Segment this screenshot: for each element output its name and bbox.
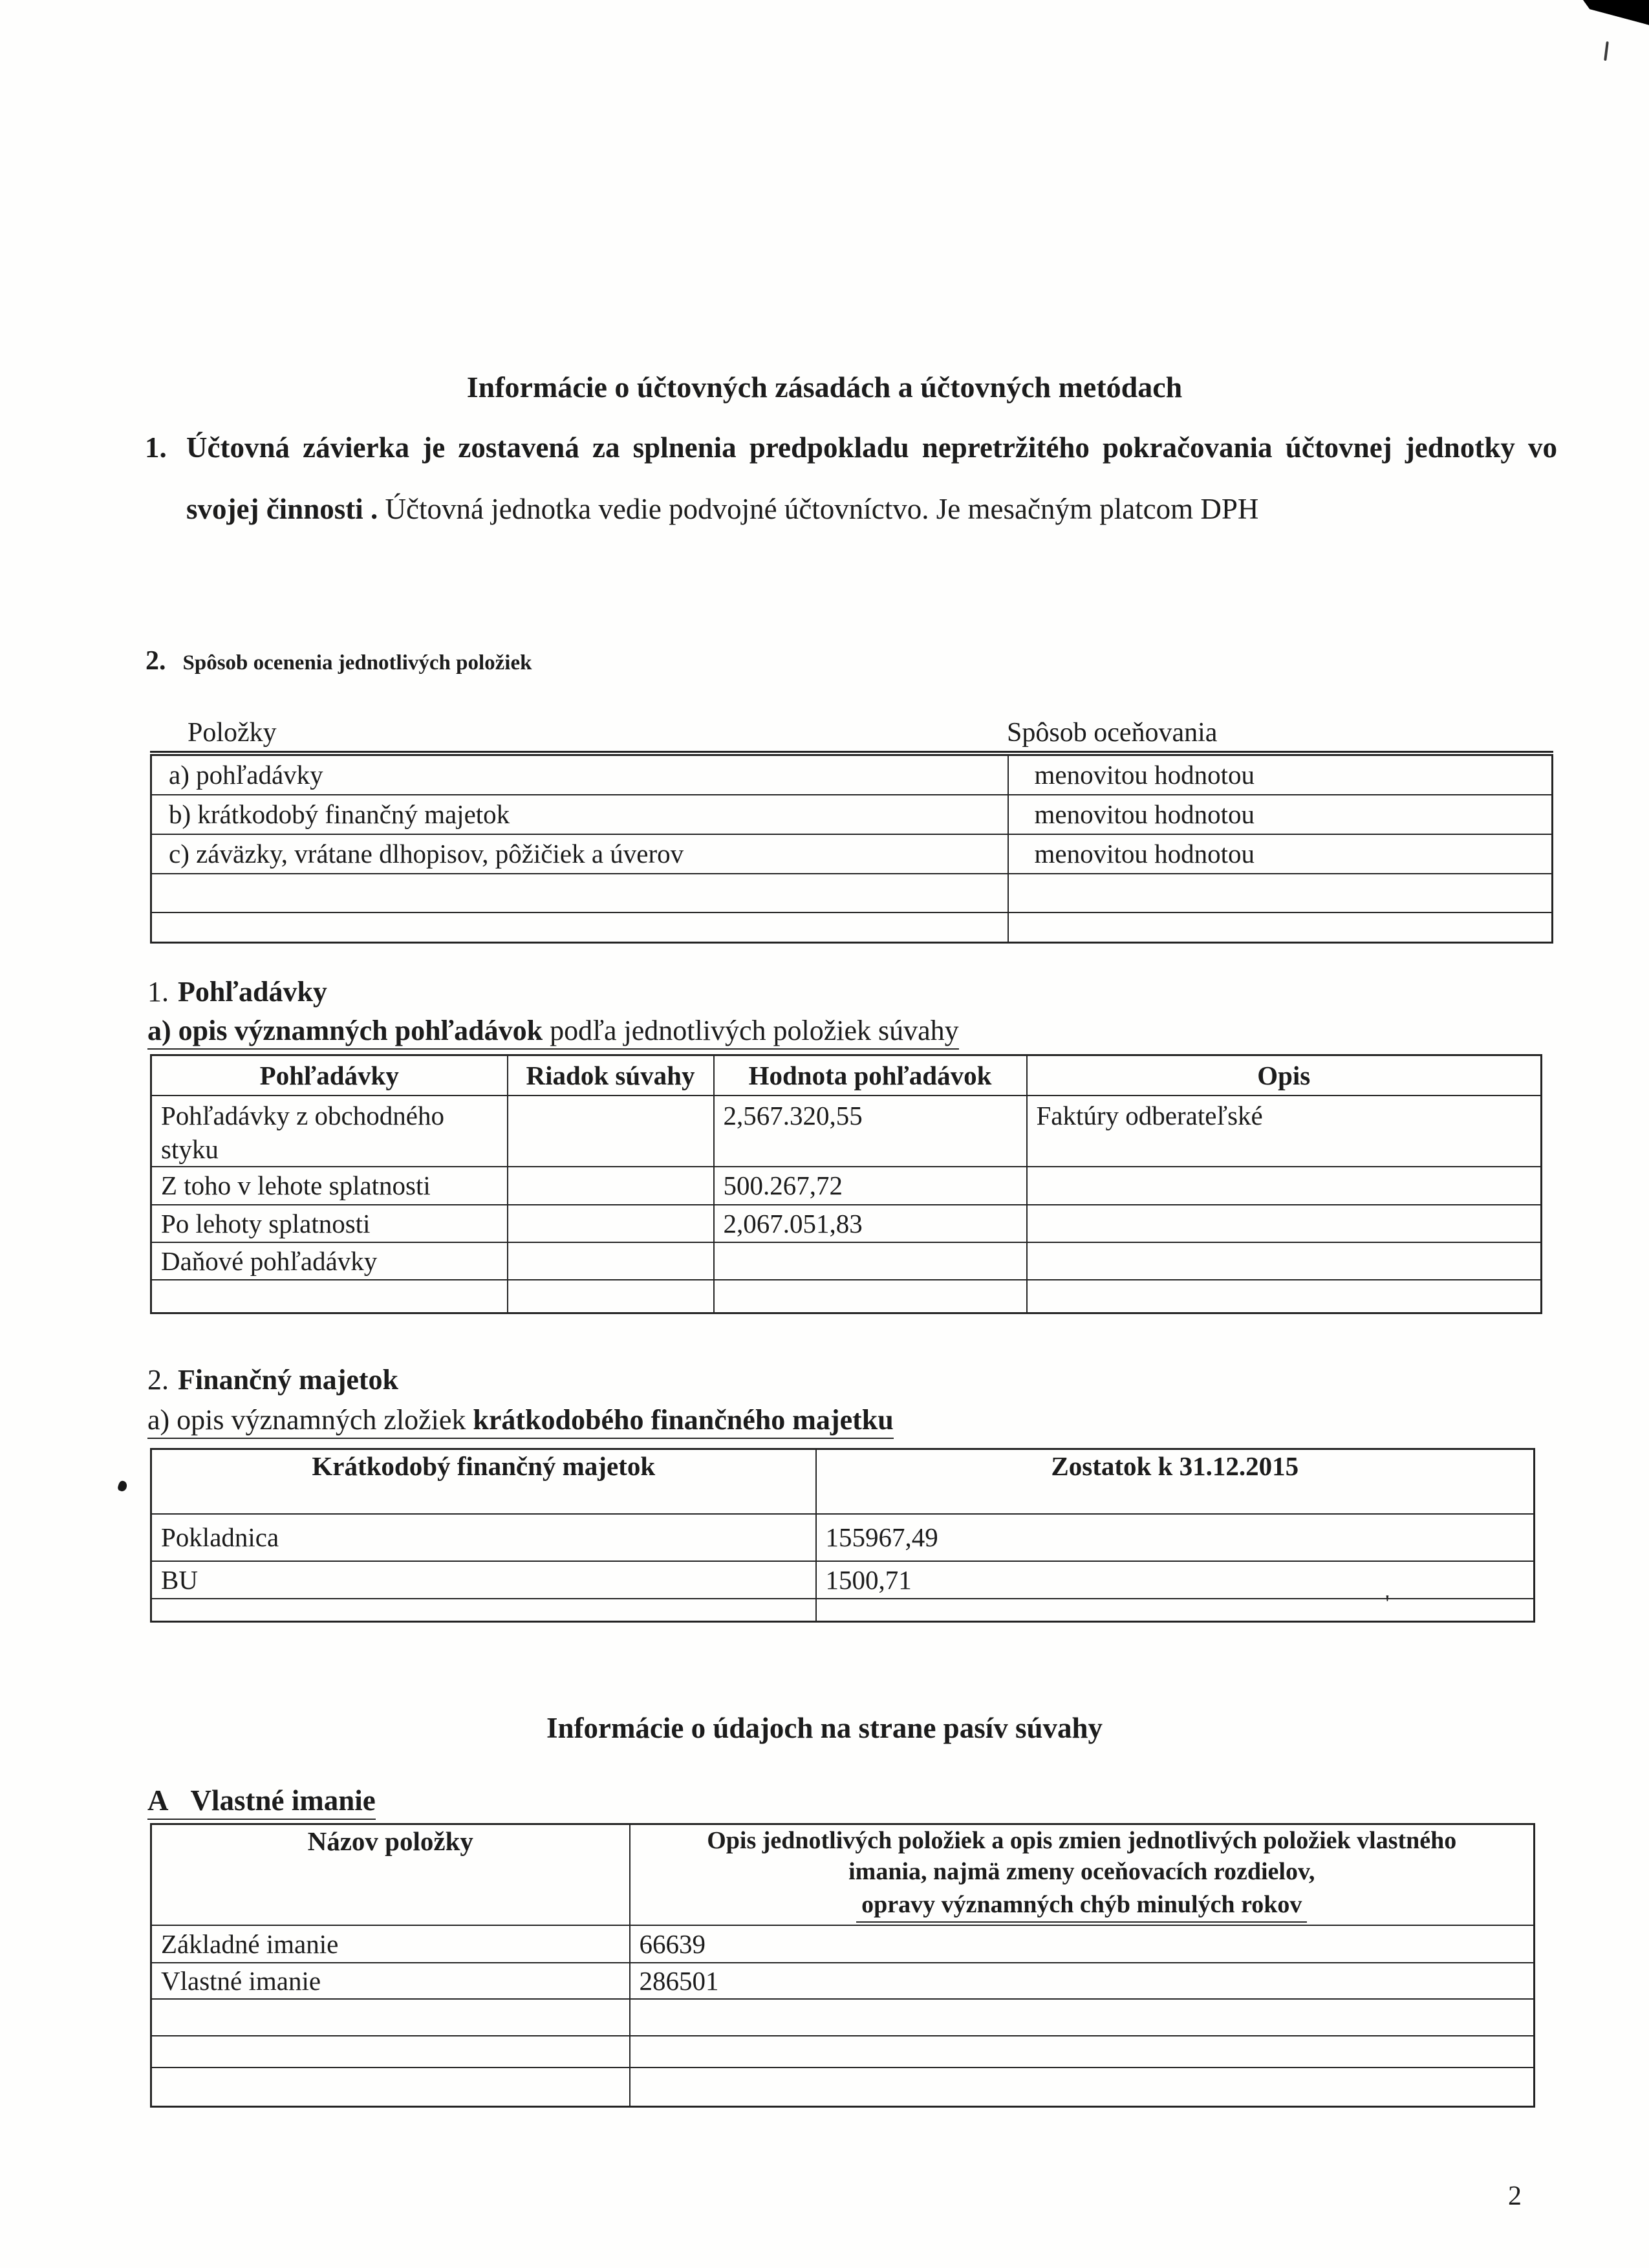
table-row — [151, 913, 1553, 943]
item2-label: Spôsob ocenenia jednotlivých položiek — [182, 651, 532, 675]
item1-bold-text: Účtovná závierka je zostavená za splnenia predpokladu nepretržitého pokračovania účtovnej jednotky vo svojej činnosti . — [186, 431, 1557, 525]
table-cell: Z toho v lehote splatnosti — [151, 1167, 508, 1205]
table-cell — [508, 1280, 714, 1313]
table-row — [151, 1514, 1535, 1561]
table-cell: 1500,71 — [816, 1561, 1535, 1599]
table-cell — [151, 1999, 630, 2036]
sectionA-label: Vlastné imanie — [190, 1784, 376, 1817]
column-header: Názov položky — [151, 1824, 630, 1925]
financial-assets-table — [150, 1448, 1535, 1623]
table-cell — [508, 1242, 714, 1280]
column-header: Opis — [1027, 1055, 1542, 1096]
valuation-header-method: Spôsob oceňovania — [1007, 718, 1218, 748]
table-cell: Pokladnica — [151, 1514, 816, 1561]
table-cell — [151, 2036, 630, 2068]
table-cell — [1027, 1280, 1542, 1313]
column-header: Riadok súvahy — [508, 1055, 714, 1096]
equity-header-line-3: opravy významných chýb minulých rokov — [856, 1889, 1307, 1923]
table-cell — [151, 1280, 508, 1313]
table-cell — [1027, 1205, 1542, 1242]
valuation-table-column-headers — [150, 711, 1553, 753]
item1-number: 1. — [145, 431, 167, 464]
table-cell — [508, 1096, 714, 1167]
section1-number: 1. — [147, 976, 169, 1008]
equity-header-line-2: imania, najmä zmeny oceňovacích rozdielov, — [848, 1858, 1315, 1885]
table-cell: Faktúry odberateľské — [1027, 1096, 1542, 1167]
section1-subtitle-bold: a) opis významných pohľadávok — [147, 1015, 543, 1046]
table-cell — [1027, 1167, 1542, 1205]
table-row — [151, 1280, 1542, 1313]
table-cell — [151, 913, 1008, 943]
table-cell: Vlastné imanie — [151, 1963, 630, 1999]
equity-header-line-1: Opis jednotlivých položiek a opis zmien jednotlivých položiek vlastného — [707, 1827, 1457, 1854]
column-header: Zostatok k 31.12.2015 — [816, 1449, 1535, 1514]
scan-artifact-bullet — [117, 1480, 128, 1492]
table-row — [151, 1925, 1535, 1963]
section-financial-assets-title — [147, 1363, 398, 1396]
receivables-table — [150, 1054, 1542, 1314]
column-header — [630, 1824, 1535, 1925]
table-cell: 286501 — [630, 1963, 1535, 1999]
section-equity-title — [147, 1784, 376, 1820]
table-cell — [151, 2068, 630, 2107]
table-row — [151, 2068, 1535, 2107]
table-cell — [1008, 874, 1553, 913]
table-row — [151, 1242, 1542, 1280]
page-number: 2 — [1508, 2181, 1522, 2211]
table-cell: 155967,49 — [816, 1514, 1535, 1561]
table-row — [151, 874, 1553, 913]
table-cell: b) krátkodobý finančný majetok — [151, 795, 1008, 834]
table-cell — [816, 1599, 1535, 1622]
table-cell: Základné imanie — [151, 1925, 630, 1963]
section-financial-assets-subtitle — [147, 1403, 894, 1439]
section-receivables-subtitle — [147, 1014, 959, 1050]
table-cell: a) pohľadávky — [151, 755, 1008, 795]
scan-artifact-apostrophe: ' — [1385, 1590, 1390, 1617]
table-cell — [714, 1280, 1027, 1313]
table-cell: menovitou hodnotou — [1008, 795, 1553, 834]
table-row — [151, 1561, 1535, 1599]
table-row — [151, 2036, 1535, 2068]
table-row — [151, 1096, 1542, 1167]
scan-artifact-tick — [1604, 41, 1609, 61]
section1-subtitle-rest: podľa jednotlivých položiek súvahy — [543, 1015, 959, 1046]
section2-subtitle-bold: krátkodobého finančného majetku — [473, 1404, 894, 1436]
table-cell: 66639 — [630, 1925, 1535, 1963]
table-row — [151, 755, 1553, 795]
table-cell — [630, 1999, 1535, 2036]
table-cell: BU — [151, 1561, 816, 1599]
passive-section-title: Informácie o údajoch na strane pasív súvahy — [546, 1712, 1103, 1744]
table-cell — [630, 2036, 1535, 2068]
section-receivables-title — [147, 975, 327, 1008]
table-cell — [508, 1167, 714, 1205]
table-row — [151, 1167, 1542, 1205]
table-header-row — [151, 1824, 1535, 1925]
table-cell — [630, 2068, 1535, 2107]
table-header-row — [151, 1449, 1535, 1514]
table-cell: menovitou hodnotou — [1008, 755, 1553, 795]
column-header: Krátkodobý finančný majetok — [151, 1449, 816, 1514]
sectionA-letter: A — [147, 1784, 169, 1817]
table-cell: 2,067.051,83 — [714, 1205, 1027, 1242]
table-cell — [1008, 913, 1553, 943]
table-cell — [151, 874, 1008, 913]
scan-artifact-corner-mark — [1583, 0, 1649, 28]
section2-subtitle-plain: a) opis významných zložiek — [147, 1404, 473, 1436]
table-row — [151, 1205, 1542, 1242]
table-cell — [508, 1205, 714, 1242]
table-cell: menovitou hodnotou — [1008, 834, 1553, 874]
table-cell: 2,567.320,55 — [714, 1096, 1027, 1167]
equity-table — [150, 1823, 1535, 2108]
table-cell — [714, 1242, 1027, 1280]
table-cell: c) záväzky, vrátane dlhopisov, pôžičiek a úverov — [151, 834, 1008, 874]
section1-label: Pohľadávky — [178, 976, 327, 1008]
valuation-method-heading — [146, 645, 532, 676]
accounting-principles-paragraph — [145, 417, 1557, 540]
table-header-row — [151, 1055, 1542, 1096]
table-cell: Pohľadávky z obchodného styku — [151, 1096, 508, 1167]
column-header: Pohľadávky — [151, 1055, 508, 1096]
table-cell: 500.267,72 — [714, 1167, 1027, 1205]
table-row — [151, 795, 1553, 834]
section2-number: 2. — [147, 1364, 169, 1396]
table-row — [151, 1999, 1535, 2036]
main-title: Informácie o účtovných zásadách a účtovných metódach — [466, 371, 1183, 404]
table-row — [151, 1963, 1535, 1999]
section2-label: Finančný majetok — [178, 1364, 398, 1396]
table-cell — [151, 1599, 816, 1622]
item1-regular-text: Účtovná jednotka vedie podvojné účtovníctvo. Je mesačným platcom DPH — [378, 493, 1259, 525]
table-cell — [1027, 1242, 1542, 1280]
column-header: Hodnota pohľadávok — [714, 1055, 1027, 1096]
table-cell: Po lehoty splatnosti — [151, 1205, 508, 1242]
valuation-header-items: Položky — [188, 718, 277, 748]
item2-number: 2. — [146, 646, 166, 676]
valuation-table — [150, 754, 1553, 944]
table-cell: Daňové pohľadávky — [151, 1242, 508, 1280]
table-row — [151, 1599, 1535, 1622]
table-row — [151, 834, 1553, 874]
